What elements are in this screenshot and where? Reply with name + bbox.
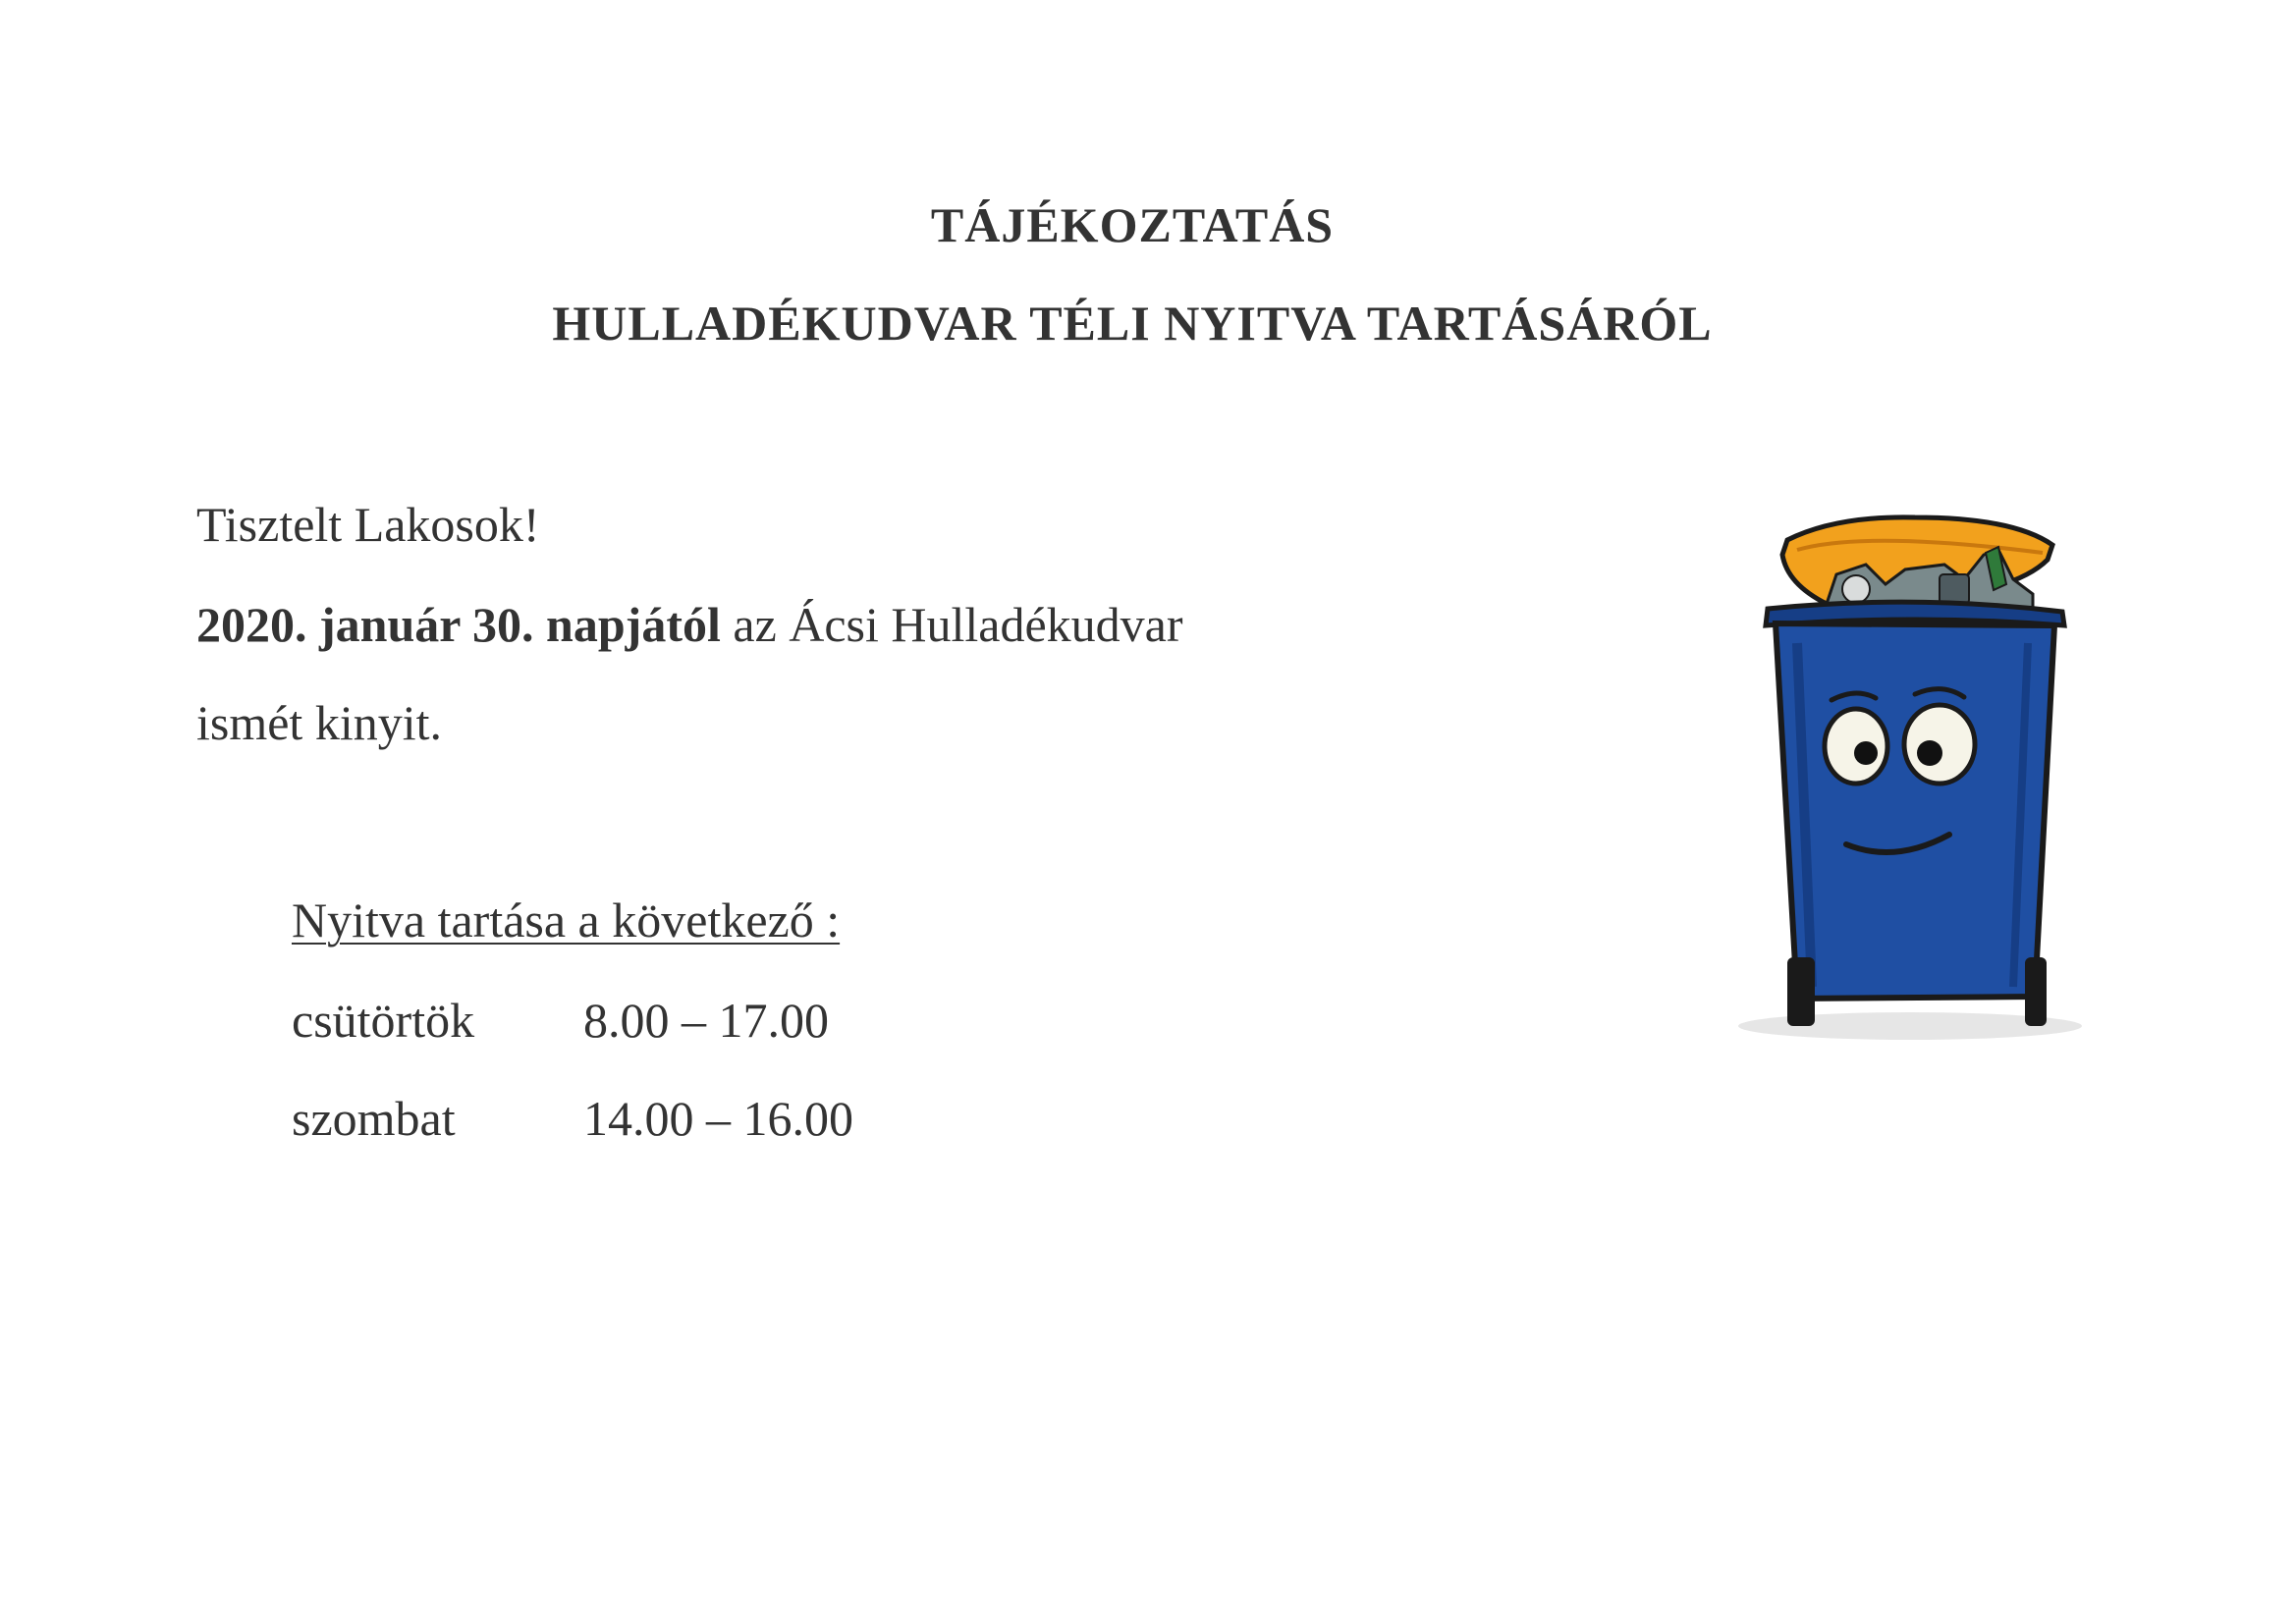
smiling-trash-bin-icon xyxy=(1719,496,2111,1046)
opening-day: csütörtök xyxy=(292,993,475,1048)
greeting-text: Tisztelt Lakosok! xyxy=(196,497,540,552)
announcement-date: 2020. január 30. napjától xyxy=(196,597,721,652)
opening-day: szombat xyxy=(292,1091,456,1146)
announcement-continuation: ismét kinyit. xyxy=(196,695,442,750)
opening-hours-heading: Nyitva tartása a következő : xyxy=(292,893,841,947)
opening-time: 8.00 – 17.00 xyxy=(583,993,829,1048)
announcement-location: az Ácsi Hulladékudvar xyxy=(720,597,1183,652)
announcement-line xyxy=(196,596,1183,653)
notice-subtitle: HULLADÉKUDVAR TÉLI NYITVA TARTÁSÁRÓL xyxy=(552,296,1713,351)
opening-time: 14.00 – 16.00 xyxy=(583,1091,853,1146)
notice-title: TÁJÉKOZTATÁS xyxy=(930,197,1335,252)
